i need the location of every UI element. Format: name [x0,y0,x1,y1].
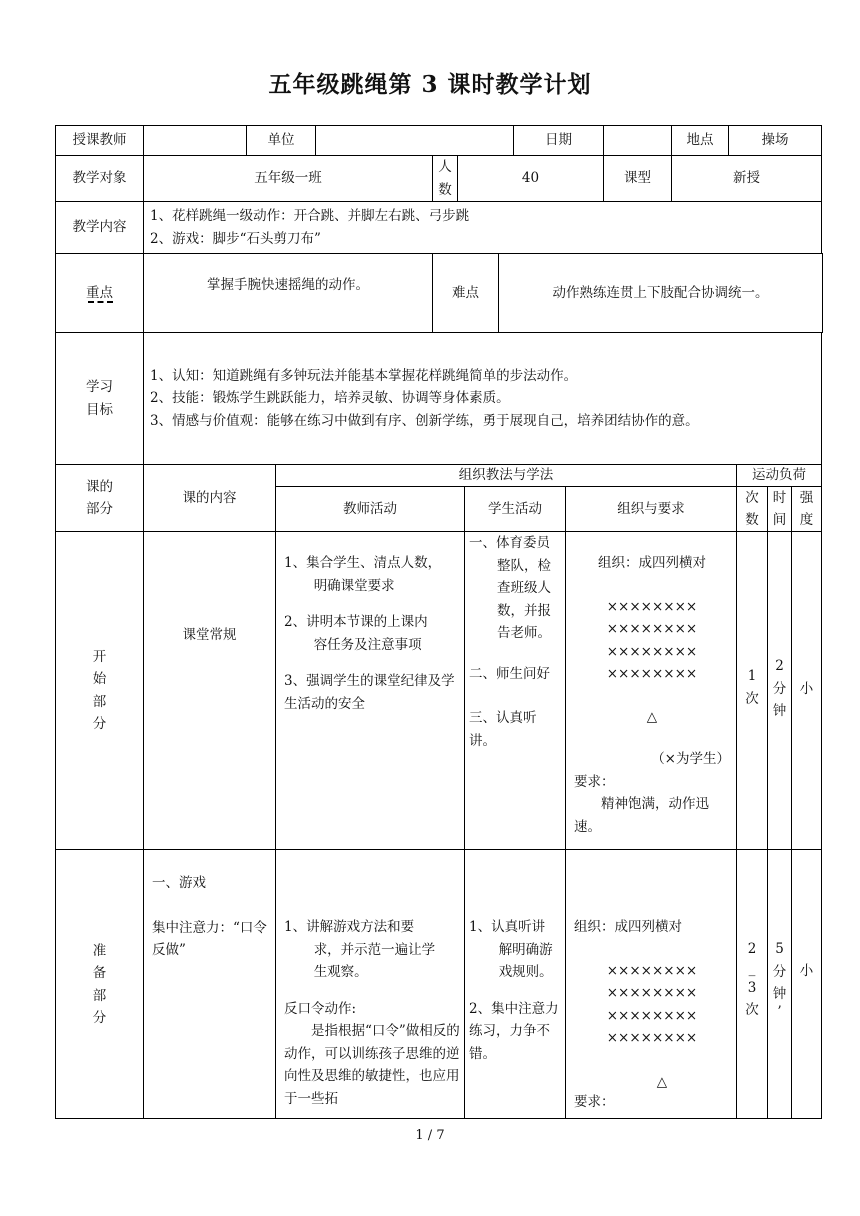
unit-value [315,125,514,156]
intensity-header-1: 强 [799,489,814,506]
s1-req-text: 精神饱满，动作迅速。 [574,796,709,835]
times-header-1: 次 [745,489,759,506]
section1-part [55,531,144,850]
s2s1-l3: 戏规则。 [498,964,553,980]
section1-times [736,531,768,850]
content-line-1: 1、花样跳绳一级动作：开合跳、并脚左右跳、弓步跳 [150,208,470,224]
s1-duration-2: 分 [772,680,787,697]
s1-formation-row-1: ×××××××× [606,598,698,615]
s1s1-l2: 整队，检 [497,557,551,574]
times-header-2: 数 [745,512,759,528]
s1-duration-3: 钟 [772,703,787,719]
s1s2: 二、师生问好 [469,665,550,682]
section2-part [55,849,144,1119]
s1s1-l5: 告老师。 [497,625,551,641]
s2t1-l2: 求，并示范一遍让学 [313,941,436,958]
s1-formation-row-3: ×××××××× [606,643,698,660]
s1s1-l1: 一、体育委员 [469,535,550,551]
s2-duration-3: 钟 [772,986,787,1002]
goal-line-2: 2、技能：锻炼学生跳跃能力，培养灵敏、协调等身体素质。 [150,390,510,407]
part-header [55,464,144,532]
place-label: 地点 [671,125,729,156]
section2-student [464,849,566,1119]
section2-duration [767,849,792,1119]
s2-duration-4: ’ [777,1003,782,1020]
section1-organization [565,531,737,850]
s2t1-l3: 生观察。 [313,964,368,980]
times-header [736,486,768,532]
part-header-2: 部分 [86,501,113,517]
section2-times [736,849,768,1119]
s2-teacher-desc: 是指根据“口令”做相反的动作，可以训练孩子思维的逆向性及思维的敏捷性，也应用于一些拓 [284,1023,460,1107]
section2-part-1: 准 [92,942,107,959]
page-number: 1 / 7 [415,1128,445,1143]
s2-times-4: 次 [745,1002,759,1018]
s2-req-label: 要求： [574,1093,615,1110]
s2-teacher-mark: △ [656,1073,668,1090]
intensity-header [791,486,822,532]
section1-part-2: 始 [92,671,107,687]
s1-teacher-mark: △ [646,708,658,725]
s1-duration-1: 2 [775,658,784,674]
duration-header-2: 间 [772,512,787,528]
load-group-header: 运动负荷 [736,464,822,487]
section1-teacher-item-1 [284,552,460,597]
s1t2-l2: 容任务及注意事项 [313,636,422,653]
goal-line-3: 3、情感与价值观：能够在练习中做到有序、创新学练，勇于展现自己，培养团结协作的意。 [150,412,699,429]
student-activity-header: 学生活动 [464,486,566,532]
s2-student-1 [469,916,561,984]
difficult-value: 动作熟练连贯上下肢配合协调统一。 [498,253,823,333]
s2-intensity: 小 [799,963,814,979]
section2-intensity [791,849,822,1119]
count-label-1: 人 [438,159,452,175]
date-value [603,125,672,156]
organization-header: 组织与要求 [565,486,737,532]
section2-part-3: 部 [92,987,107,1004]
type-label: 课型 [603,155,672,202]
goal-line-1: 1、认知：知道跳绳有多钟玩法并能基本掌握花样跳绳简单的步法动作。 [150,367,578,384]
difficult-label: 难点 [432,253,499,333]
s1-req-label: 要求： [574,773,615,790]
content-line-2: 2、游戏：脚步“石头剪刀布” [150,230,321,247]
count-label [432,155,458,202]
section1-teacher [275,531,465,850]
key-value: 掌握手腕快速摇绳的动作。 [143,253,433,333]
section1-teacher-item-3: 3、强调学生的课堂纪律及学生活动的安全 [284,673,455,712]
duration-header [767,486,792,532]
s2-content-2: 集中注意力：“口令反做” [152,919,267,958]
s1-times-1: 1 [747,668,757,684]
s2-formation-row-1: ×××××××× [606,962,698,979]
content-value [143,201,822,254]
goal-value [143,332,822,465]
key-label [55,253,144,333]
s2t1-l1: 讲解游戏方法和要 [306,919,415,935]
content-label: 教学内容 [55,201,144,254]
section2-part-2: 备 [92,965,107,981]
section2-part-4: 分 [92,1010,107,1026]
s1-times-2: 次 [745,690,759,707]
unit-label: 单位 [246,125,316,156]
section1-content: 课堂常规 [143,531,276,850]
teacher-label: 授课教师 [55,125,144,156]
s1s1-l3: 查班级人 [497,580,551,596]
section2-organization [565,849,737,1119]
count-value: 40 [457,155,604,202]
s2s1-l1: 认真听讲 [491,919,546,935]
table-bottom-border [55,1118,822,1119]
s1-note: （×为学生） [651,751,730,767]
section1-student [464,531,566,850]
s2-duration-2: 分 [772,963,787,980]
s2-student-2: 2、集中注意力练习，力争不错。 [469,1000,559,1062]
teacher-value [143,125,247,156]
content-header: 课的内容 [143,464,276,532]
s2-teacher-item-1 [284,916,460,984]
intensity-header-2: 度 [799,512,814,528]
s2-times-2: _ [748,960,756,977]
section2-content [143,849,276,1119]
key-label-text: 重点 [86,282,113,305]
s2-content-1: 一、游戏 [152,875,206,891]
section1-intensity [791,531,822,850]
section1-duration [767,531,792,850]
s1s1-l4: 数，并报 [497,602,551,619]
section1-part-3: 部 [92,693,107,710]
section2-teacher [275,849,465,1119]
s2-times-1: 2 [747,941,757,957]
s1t1-num: 1、 [284,555,307,571]
goal-label [55,332,144,465]
teacher-activity-header: 教师活动 [275,486,465,532]
s2s1-num: 1、 [469,919,492,935]
part-header-1: 课的 [86,478,113,495]
section1-teacher-item-2 [284,611,460,656]
count-label-2: 数 [438,181,452,198]
s2s1-l2: 解明确游 [498,941,553,958]
s2t1-num: 1、 [284,919,307,935]
type-value: 新授 [671,155,822,202]
place-value: 操场 [728,125,822,156]
s1-formation-row-4: ×××××××× [606,666,698,682]
goal-label-2: 目标 [86,401,113,418]
s1s3: 三、认真听讲。 [469,710,537,749]
s1-formation-row-2: ×××××××× [606,621,698,637]
s1-org-title: 组织：成四列横对 [598,555,706,571]
target-value: 五年级一班 [143,155,433,202]
s2-formation-row-4: ×××××××× [606,1030,698,1046]
s2-formation-row-2: ×××××××× [606,985,698,1001]
s2-teacher-sub: 反口令动作: [284,1000,357,1017]
s1t1-l2: 明确课堂要求 [313,577,395,594]
s1-intensity: 小 [799,681,814,697]
s2-formation-row-3: ×××××××× [606,1007,698,1024]
method-group-header: 组织教法与学法 [275,464,737,487]
s1t1-l1: 集合学生、清点人数， [306,555,442,571]
document-title: 五年级跳绳第 3 课时教学计划 [268,71,592,98]
s2-org-title: 组织：成四列横对 [574,919,682,935]
s2-duration-1: 5 [775,941,784,957]
section1-part-4: 分 [92,716,107,732]
target-label: 教学对象 [55,155,144,202]
goal-label-1: 学习 [86,379,113,395]
section1-part-1: 开 [92,648,107,665]
date-label: 日期 [513,125,604,156]
s1t2-num: 2、 [284,614,307,630]
duration-header-1: 时 [772,489,787,506]
s1t2-l1: 讲明本节课的上课内 [306,614,428,630]
s2-times-3: 3 [747,979,757,996]
